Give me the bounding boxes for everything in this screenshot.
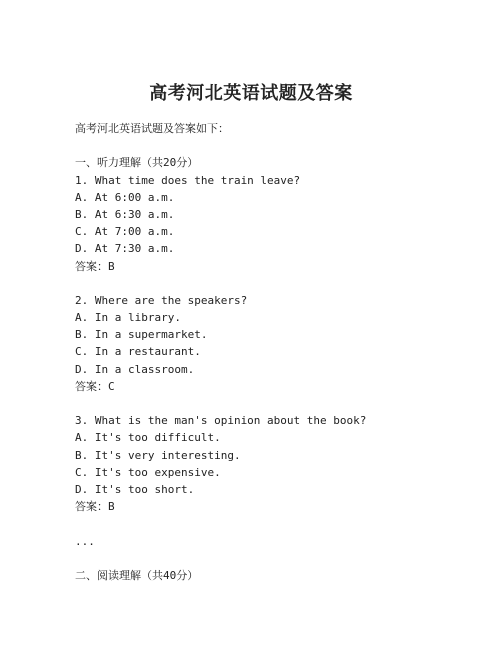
answer-text: 答案：B	[75, 259, 115, 273]
question-block-2	[75, 292, 462, 395]
option-a: A. It's too difficult.	[75, 431, 221, 445]
answer-text: 答案：B	[75, 500, 115, 514]
intro-text: 高考河北英语试题及答案如下：	[75, 122, 229, 135]
section-heading-listening: 一、听力理解（共20分）	[75, 156, 199, 170]
document-title: 高考河北英语试题及答案	[149, 83, 353, 104]
question-text: 3. What is the man's opinion about the book?	[75, 414, 367, 428]
option-a: A. In a library.	[75, 311, 181, 325]
question-text: 1. What time does the train leave?	[75, 173, 301, 187]
option-c: C. In a restaurant.	[75, 345, 201, 359]
document-body	[75, 120, 462, 584]
answer-text: 答案：C	[75, 379, 115, 393]
ellipsis-text: ...	[75, 534, 95, 548]
spacer	[75, 550, 462, 567]
option-b: B. At 6:30 a.m.	[75, 207, 175, 221]
option-a: A. At 6:00 a.m.	[75, 190, 175, 204]
spacer	[75, 275, 462, 292]
question-text: 2. Where are the speakers?	[75, 293, 248, 307]
option-c: C. At 7:00 a.m.	[75, 225, 175, 239]
spacer	[75, 395, 462, 412]
question-block-1	[75, 172, 462, 275]
question-block-3	[75, 412, 462, 515]
option-d: D. At 7:30 a.m.	[75, 242, 175, 256]
option-b: B. It's very interesting.	[75, 448, 241, 462]
spacer	[75, 137, 462, 154]
option-d: D. In a classroom.	[75, 362, 195, 376]
option-c: C. It's too expensive.	[75, 465, 221, 479]
option-d: D. It's too short.	[75, 482, 195, 496]
spacer	[75, 515, 462, 532]
section-heading-reading: 二、阅读理解（共40分）	[75, 568, 199, 582]
option-b: B. In a supermarket.	[75, 328, 208, 342]
